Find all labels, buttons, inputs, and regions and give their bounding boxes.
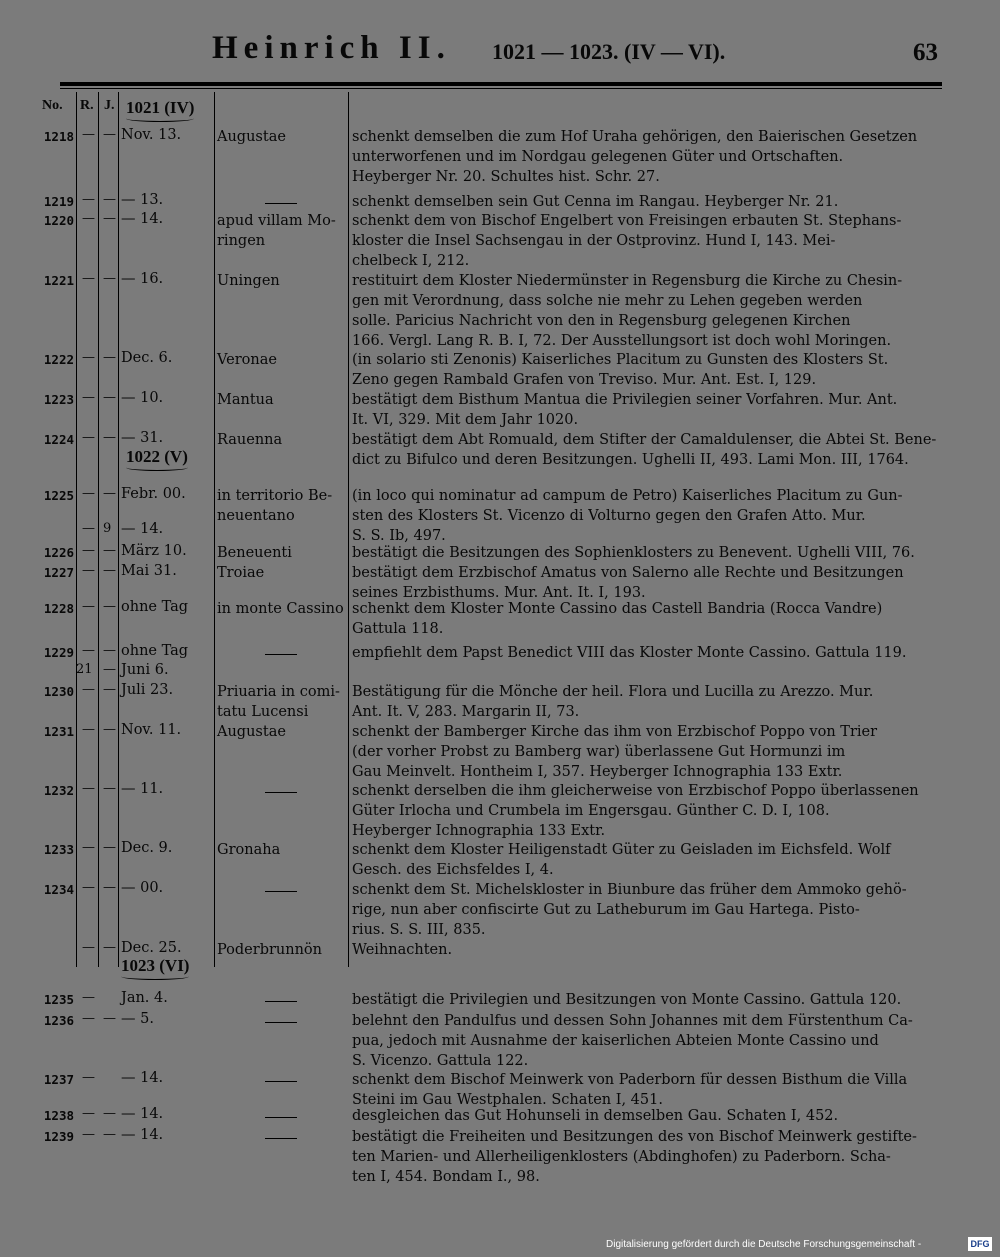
- entry-date: Nov. 11.: [121, 722, 182, 738]
- j-mark: —: [103, 563, 116, 578]
- entry-number: 1226: [43, 545, 74, 560]
- entry-text-line: schenkt dem Kloster Heiligenstadt Güter zu Geisladen im Eichsfeld. Wolf: [352, 842, 891, 858]
- entry-text: [352, 211, 940, 271]
- entry-text-line: schenkt dem von Bischof Engelbert von Freisingen erbauten St. Stephans-: [352, 213, 902, 229]
- entry-number: 1239: [43, 1129, 74, 1144]
- entry-text-line: rige, nun aber confiscirte Gut zu Latheburum im Gau Hartega. Pisto-: [352, 902, 860, 918]
- j-mark: —: [103, 271, 116, 286]
- r-mark: —: [82, 682, 95, 697]
- j-mark: —: [103, 127, 116, 142]
- j-mark: —: [103, 940, 116, 955]
- entry-text-line: (in loco qui nominatur ad campum de Petro) Kaiserliches Placitum zu Gun-: [352, 488, 903, 504]
- r-mark: —: [82, 271, 95, 286]
- entry-text: [352, 781, 940, 841]
- entry-text-line: bestätigt die Besitzungen des Sophienklosters zu Benevent. Ughelli VIII, 76.: [352, 545, 915, 561]
- j-mark: —: [103, 880, 116, 895]
- r-mark: —: [82, 840, 95, 855]
- page-number: 63: [913, 39, 938, 66]
- entry-text-line: Ant. It. V, 283. Margarin II, 73.: [352, 704, 580, 720]
- entry-text: [352, 682, 940, 722]
- entry-text-line: kloster die Insel Sachsengau in der Ostprovinz. Hund I, 143. Mei-: [352, 233, 836, 249]
- entry-date: ohne Tag: [121, 599, 189, 615]
- entry-text: [352, 722, 940, 782]
- entry-text-line: Gau Meinvelt. Hontheim I, 357. Heyberger Ichnographia 133 Extr.: [352, 764, 843, 780]
- entry-text-line: schenkt demselben die zum Hof Uraha gehörigen, den Baierischen Gesetzen: [352, 129, 918, 145]
- entry-text: [352, 430, 940, 470]
- entry-number: 1238: [43, 1108, 74, 1123]
- year-heading: 1022 (V): [126, 447, 188, 466]
- entry-number: 1219: [43, 194, 74, 209]
- j-mark: —: [103, 1127, 116, 1142]
- entry-text: [352, 271, 940, 351]
- entry-text-line: rius. S. S. III, 835.: [352, 922, 486, 938]
- r-mark: —: [82, 1011, 95, 1026]
- entry-text-line: unterworfenen und im Nordgau gelegenen Güter und Ortschaften.: [352, 149, 844, 165]
- entry-text-line: seines Erzbisthums. Mur. Ant. It. I, 193.: [352, 585, 646, 601]
- place-name: Veronae: [217, 352, 277, 368]
- j-mark: —: [103, 722, 116, 737]
- place-blank-rule: [265, 1022, 297, 1023]
- j-mark: —: [103, 643, 116, 658]
- entry-text: [352, 192, 940, 212]
- header-rule: [60, 82, 942, 86]
- entry-date: — 11.: [121, 781, 164, 797]
- entry-text-line: schenkt demselben sein Gut Cenna im Rangau. Heyberger Nr. 21.: [352, 194, 839, 210]
- r-mark: —: [82, 1106, 95, 1121]
- entry-text: [352, 543, 940, 563]
- j-mark: —: [103, 599, 116, 614]
- entry-text-line: schenkt der Bamberger Kirche das ihm von Erzbischof Poppo von Trier: [352, 724, 878, 740]
- entry-text-line: restituirt dem Kloster Niedermünster in Regensburg die Kirche zu Chesin-: [352, 273, 903, 289]
- entry-number: 1221: [43, 273, 74, 288]
- column-header-no: No.: [42, 98, 63, 113]
- entry-date: — 16.: [121, 271, 164, 287]
- entry-number: 1225: [43, 488, 74, 503]
- column-divider: [76, 92, 77, 967]
- r-mark: —: [82, 543, 95, 558]
- j-mark: —: [103, 390, 116, 405]
- entry-text-line: Gesch. des Eichsfeldes I, 4.: [352, 862, 554, 878]
- r-mark: —: [82, 350, 95, 365]
- entry-number: 1230: [43, 684, 74, 699]
- place-blank-rule: [265, 891, 297, 892]
- place-name: Troiae: [217, 565, 265, 581]
- entry-date: Mai 31.: [121, 563, 177, 579]
- column-header-r: R.: [80, 98, 94, 113]
- year-heading: 1023 (VI): [121, 956, 190, 975]
- entry-number: 1227: [43, 565, 74, 580]
- entry-number: 1223: [43, 392, 74, 407]
- entry-date: — 14.: [121, 1127, 164, 1143]
- place-name: Poderbrunnön: [217, 942, 322, 958]
- entry-text: [352, 1011, 940, 1071]
- entry-text: [352, 486, 940, 546]
- entry-text-line: belehnt den Pandulfus und dessen Sohn Johannes mit dem Fürstenthum Ca-: [352, 1013, 913, 1029]
- r-mark: —: [82, 563, 95, 578]
- entry-number: 1220: [43, 213, 74, 228]
- entry-number: 1218: [43, 129, 74, 144]
- j-mark: —: [103, 781, 116, 796]
- entry-number: 1229: [43, 645, 74, 660]
- place-blank-rule: [265, 1138, 297, 1139]
- entry-text-line: bestätigt die Privilegien und Besitzungen von Monte Cassino. Gattula 120.: [352, 992, 902, 1008]
- entry-text-line: Heyberger Ichnographia 133 Extr.: [352, 823, 606, 839]
- entry-text-line: schenkt dem Kloster Monte Cassino das Castell Bandria (Rocca Vandre): [352, 601, 883, 617]
- r-mark: —: [82, 940, 95, 955]
- entry-text-line: Heyberger Nr. 20. Schultes hist. Schr. 27.: [352, 169, 660, 185]
- entry-date: — 10.: [121, 390, 164, 406]
- footer-credit: Digitalisierung gefördert durch die Deutsche Forschungsgemeinschaft -: [606, 1239, 922, 1250]
- entry-text-line: schenkt dem Bischof Meinwerk von Paderborn für dessen Bisthum die Villa: [352, 1072, 908, 1088]
- place-blank-rule: [265, 203, 297, 204]
- j-mark: —: [103, 682, 116, 697]
- entry-text: [352, 599, 940, 639]
- entry-number: 1224: [43, 432, 74, 447]
- entry-text-line: bestätigt dem Abt Romuald, dem Stifter der Camaldulenser, die Abtei St. Bene-: [352, 432, 937, 448]
- entry-text-line: Gattula 118.: [352, 621, 444, 637]
- j-mark: —: [103, 350, 116, 365]
- r-mark: —: [82, 1070, 95, 1085]
- entry-text-line: gen mit Verordnung, dass solche nie mehr zu Lehen gegeben werden: [352, 293, 863, 309]
- r-mark: —: [82, 521, 95, 536]
- j-mark: —: [103, 543, 116, 558]
- running-title: Heinrich II.: [212, 30, 451, 66]
- j-mark: —: [103, 840, 116, 855]
- j-mark: —: [103, 1011, 116, 1026]
- r-mark: —: [82, 722, 95, 737]
- running-header: [0, 30, 1000, 75]
- j-mark: —: [103, 662, 116, 677]
- entry-text-line: bestätigt dem Bisthum Mantua die Privilegien seiner Vorfahren. Mur. Ant.: [352, 392, 898, 408]
- entry-text-line: schenkt dem St. Michelskloster in Biunbure das früher dem Ammoko gehö-: [352, 882, 907, 898]
- place-name: Mantua: [217, 392, 274, 408]
- entry-text: [352, 1106, 940, 1126]
- entry-text-line: solle. Paricius Nachricht von den in Regensburg gelegenen Kirchen: [352, 313, 851, 329]
- place-name: Rauenna: [217, 432, 283, 448]
- entry-number: 1234: [43, 882, 74, 897]
- place-blank-rule: [265, 654, 297, 655]
- entry-date: ohne Tag: [121, 643, 189, 659]
- entry-date: — 14.: [121, 211, 164, 227]
- entry-text-line: Güter Irlocha und Crumbela im Engersgau. Günther C. D. I, 108.: [352, 803, 830, 819]
- entry-text: [352, 563, 940, 603]
- r-mark: —: [82, 599, 95, 614]
- r-mark: —: [82, 211, 95, 226]
- entry-number: 1236: [43, 1013, 74, 1028]
- place-name: in monte Cassino: [217, 601, 344, 617]
- entry-number: 1228: [43, 601, 74, 616]
- j-mark: —: [103, 486, 116, 501]
- place-blank-rule: [265, 1117, 297, 1118]
- entry-text: [352, 990, 940, 1010]
- place-name: Augustae: [217, 129, 286, 145]
- entry-text: [352, 940, 940, 960]
- entry-text-line: ten Marien- und Allerheiligenklosters (Abdinghofen) zu Paderborn. Scha-: [352, 1149, 891, 1165]
- entry-text: [352, 350, 940, 390]
- entry-text-line: schenkt derselben die ihm gleicherweise von Erzbischof Poppo überlassenen: [352, 783, 919, 799]
- entry-date: Dec. 6.: [121, 350, 173, 366]
- entry-text-line: pua, jedoch mit Ausnahme der kaiserlichen Abteien Monte Cassino und: [352, 1033, 879, 1049]
- j-mark: —: [103, 192, 116, 207]
- entry-date: Nov. 13.: [121, 127, 182, 143]
- entry-text-line: Bestätigung für die Mönche der heil. Flora und Lucilla zu Arezzo. Mur.: [352, 684, 874, 700]
- r-mark: —: [82, 390, 95, 405]
- column-divider: [214, 92, 215, 967]
- entry-number: 1233: [43, 842, 74, 857]
- entry-date: Febr. 00.: [121, 486, 186, 502]
- entry-text-line: Steini im Gau Westphalen. Schaten I, 451.: [352, 1092, 663, 1108]
- entry-text-line: (in solario sti Zenonis) Kaiserliches Placitum zu Gunsten des Klosters St.: [352, 352, 889, 368]
- place-name: Uningen: [217, 273, 280, 289]
- j-mark: 9: [103, 521, 112, 536]
- place-name: Gronaha: [217, 842, 281, 858]
- entry-date: — 13.: [121, 192, 164, 208]
- entry-text-line: chelbeck I, 212.: [352, 253, 470, 269]
- place-name: Beneuenti: [217, 545, 292, 561]
- entry-date: — 5.: [121, 1011, 154, 1027]
- entry-text: [352, 1070, 940, 1110]
- entry-date: Jan. 4.: [121, 990, 168, 1006]
- entry-number: 1237: [43, 1072, 74, 1087]
- entry-text-line: Zeno gegen Rambald Grafen von Treviso. Mur. Ant. Est. I, 129.: [352, 372, 817, 388]
- entry-date: Dec. 25.: [121, 940, 182, 956]
- r-mark: —: [82, 430, 95, 445]
- entry-date: — 00.: [121, 880, 164, 896]
- year-heading: 1021 (IV): [126, 98, 195, 117]
- j-mark: —: [103, 1106, 116, 1121]
- entry-text-line: Weihnachten.: [352, 942, 453, 958]
- year-range: 1021 — 1023. (IV — VI).: [492, 39, 726, 64]
- entry-date: — 31.: [121, 430, 164, 446]
- entry-text: [352, 840, 940, 880]
- entry-text-line: S. Vicenzo. Gattula 122.: [352, 1053, 529, 1069]
- entry-text-line: bestätigt dem Erzbischof Amatus von Salerno alle Rechte und Besitzungen: [352, 565, 904, 581]
- place-name: apud villam Mo- ringen: [217, 213, 336, 249]
- column-divider: [118, 92, 119, 967]
- place-name: Priuaria in comi- tatu Lucensi: [217, 684, 340, 720]
- j-mark: —: [103, 430, 116, 445]
- entry-text: [352, 880, 940, 940]
- entry-date: — 14.: [121, 521, 164, 537]
- entry-text: [352, 1127, 940, 1187]
- entry-date: Juli 23.: [121, 682, 174, 698]
- r-mark: —: [82, 1127, 95, 1142]
- r-mark: —: [82, 192, 95, 207]
- r-mark: —: [82, 880, 95, 895]
- column-header-j: J.: [104, 98, 115, 113]
- entry-text-line: It. VI, 329. Mit dem Jahr 1020.: [352, 412, 579, 428]
- entry-number: 1222: [43, 352, 74, 367]
- entry-number: 1235: [43, 992, 74, 1007]
- r-mark: —: [82, 781, 95, 796]
- j-mark: —: [103, 211, 116, 226]
- entry-text-line: S. S. Ib, 497.: [352, 528, 446, 544]
- header-rule-thin: [60, 88, 942, 89]
- r-mark: —: [82, 127, 95, 142]
- entry-date: Juni 6.: [121, 662, 169, 678]
- r-mark: 21: [76, 662, 93, 677]
- entry-text-line: sten des Klosters St. Vicenzo di Volturno gegen den Grafen Atto. Mur.: [352, 508, 866, 524]
- r-mark: —: [82, 486, 95, 501]
- entry-text-line: (der vorher Probst zu Bamberg war) überlassene Gut Hormunzi im: [352, 744, 846, 760]
- entry-date: — 14.: [121, 1070, 164, 1086]
- place-blank-rule: [265, 1001, 297, 1002]
- entry-text-line: bestätigt die Freiheiten und Besitzungen des von Bischof Meinwerk gestifte-: [352, 1129, 917, 1145]
- place-name: in territorio Be- neuentano: [217, 488, 333, 524]
- entry-text: [352, 127, 940, 187]
- place-blank-rule: [265, 1081, 297, 1082]
- entry-text-line: ten I, 454. Bondam I., 98.: [352, 1169, 540, 1185]
- entry-text-line: desgleichen das Gut Hohunseli in demselben Gau. Schaten I, 452.: [352, 1108, 839, 1124]
- entry-date: März 10.: [121, 543, 187, 559]
- r-mark: —: [82, 643, 95, 658]
- place-name: Augustae: [217, 724, 286, 740]
- entry-number: 1232: [43, 783, 74, 798]
- entry-date: — 14.: [121, 1106, 164, 1122]
- entry-text-line: dict zu Bifulco und deren Besitzungen. Ughelli II, 493. Lami Mon. III, 1764.: [352, 452, 909, 468]
- entry-text: [352, 390, 940, 430]
- entry-date: Dec. 9.: [121, 840, 173, 856]
- column-divider: [98, 92, 99, 967]
- entry-text-line: empfiehlt dem Papst Benedict VIII das Kloster Monte Cassino. Gattula 119.: [352, 645, 907, 661]
- r-mark: —: [82, 990, 95, 1005]
- place-blank-rule: [265, 792, 297, 793]
- dfg-logo: DFG: [968, 1237, 992, 1251]
- column-divider: [348, 92, 349, 967]
- entry-number: 1231: [43, 724, 74, 739]
- entry-text: [352, 643, 940, 663]
- entry-text-line: 166. Vergl. Lang R. B. I, 72. Der Ausstellungsort ist doch wohl Moringen.: [352, 333, 892, 349]
